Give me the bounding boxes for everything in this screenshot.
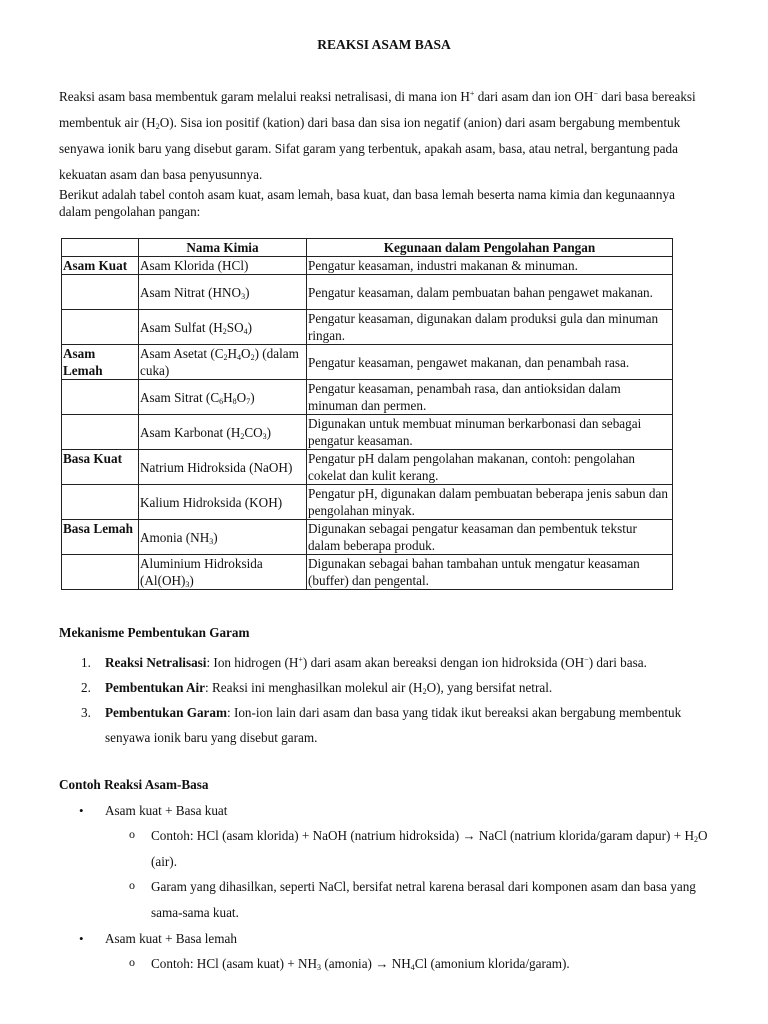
table-row [62, 555, 673, 590]
usage-cell: Pengatur keasaman, industri makanan & minuman. [307, 257, 673, 275]
example-sub-item: o Garam yang dihasilkan, seperti NaCl, bersifat netral karena berasal dari komponen asam dan basa yang sama-sama kuat. [59, 874, 709, 925]
example-group [59, 926, 709, 977]
category-cell [62, 485, 139, 520]
header-chemical-name: Nama Kimia [139, 239, 307, 257]
header-category [62, 239, 139, 257]
chemical-name-cell: Asam Sitrat $(C_6H_8O_7)$ [139, 380, 307, 415]
table-row [62, 380, 673, 415]
chemical-name-cell: Asam Karbonat $(H_2CO_3)$ [139, 415, 307, 450]
mechanism-list [59, 650, 704, 750]
table-row [62, 275, 673, 310]
chemical-name-cell: Natrium Hidroksida (NaOH) [139, 450, 307, 485]
example-sub-item: o Contoh: HCl (asam klorida) + NaOH (natrium hidroksida) → NaCl (natrium klorida/garam dapur) + $H_2O$ (air). [59, 823, 709, 874]
usage-cell: Pengatur keasaman, dalam pembuatan bahan pengawet makanan. [307, 275, 673, 310]
example-sub-item: o Contoh: HCl (asam kuat) + $NH_3$ (amonia) → $NH_4Cl$ (amonium klorida/garam). [59, 951, 709, 977]
usage-cell: Digunakan sebagai pengatur keasaman dan pembentuk tekstur dalam beberapa produk. [307, 520, 673, 555]
category-cell [62, 275, 139, 310]
category-cell: Basa Kuat [62, 450, 139, 485]
table-row [62, 415, 673, 450]
chemical-name-cell: Asam Sulfat $(H_2SO_4)$ [139, 310, 307, 345]
usage-cell: Pengatur pH, digunakan dalam pembuatan beberapa jenis sabun dan pengolahan minyak. [307, 485, 673, 520]
mechanism-item: 3. Pembentukan Garam: Ion-ion lain dari asam dan basa yang tidak ikut bereaksi akan bergabung membentuk senyawa ionik baru yang disebut garam. [59, 700, 704, 750]
usage-cell: Digunakan sebagai bahan tambahan untuk mengatur keasaman (buffer) dan pengental. [307, 555, 673, 590]
table-row [62, 485, 673, 520]
bullet-icon: • [79, 803, 84, 818]
list-number: 1. [81, 655, 91, 670]
usage-cell: Pengatur keasaman, pengawet makanan, dan penambah rasa. [307, 345, 673, 380]
table-row [62, 520, 673, 555]
chemical-name-cell: Asam Asetat $(C_2H_4O_2)$ (dalam cuka) [139, 345, 307, 380]
mechanism-item-label: Pembentukan Garam [105, 705, 227, 720]
mechanism-item-label: Reaksi Netralisasi [105, 655, 207, 670]
list-number: 3. [81, 705, 91, 720]
table-row [62, 345, 673, 380]
category-cell [62, 555, 139, 590]
mechanism-heading: Mekanisme Pembentukan Garam [59, 625, 250, 640]
chemical-name-cell: Kalium Hidroksida (KOH) [139, 485, 307, 520]
table-intro-paragraph: Berikut adalah tabel contoh asam kuat, asam lemah, basa kuat, dan basa lemah beserta nama kimia dan kegunaannya dalam pengolahan pangan: [59, 187, 675, 219]
example-bullet-item [59, 798, 709, 823]
circle-bullet-icon: o [129, 878, 135, 892]
chemical-name-cell: Asam Nitrat $(HNO_3)$ [139, 275, 307, 310]
table-row [62, 257, 673, 275]
examples-heading: Contoh Reaksi Asam-Basa [59, 777, 209, 792]
intro-paragraph: Reaksi asam basa membentuk garam melalui reaksi netralisasi, di mana ion H+ dari asam dan ion OH− dari basa bereaksi membentuk air $(H_2O)$. Sisa ion positif (kation) dari basa dan sisa ion negatif (anion) dari asam bergabung membentuk senyawa ionik baru yang disebut garam. Sifat garam yang terbentuk, apakah asam, basa, atau netral, bergantung pada kekuatan asam dan basa penyusunnya. [59, 89, 696, 182]
circle-bullet-icon: o [129, 955, 135, 969]
acid-base-table [61, 238, 673, 590]
category-cell [62, 380, 139, 415]
usage-cell: Pengatur keasaman, penambah rasa, dan antioksidan dalam minuman dan permen. [307, 380, 673, 415]
table-row [62, 310, 673, 345]
circle-bullet-icon: o [129, 827, 135, 841]
mechanism-item: 1. Reaksi Netralisasi: Ion hidrogen (H+) dari asam akan bereaksi dengan ion hidroksida (OH−) dari basa. [59, 650, 704, 675]
category-cell: Asam Kuat [62, 257, 139, 275]
category-cell [62, 415, 139, 450]
usage-cell: Pengatur keasaman, digunakan dalam produksi gula dan minuman ringan. [307, 310, 673, 345]
category-cell: Basa Lemah [62, 520, 139, 555]
example-bullet-item [59, 926, 709, 951]
bullet-icon: • [79, 931, 84, 946]
chemical-name-cell: Amonia $(NH_3)$ [139, 520, 307, 555]
example-group-label: Asam kuat + Basa kuat [105, 803, 228, 818]
chemical-name-cell: Asam Klorida (HCl) [139, 257, 307, 275]
mechanism-item: 2. Pembentukan Air: Reaksi ini menghasilkan molekul air $(H_2O)$, yang bersifat netral. [59, 675, 704, 700]
chemical-name-cell: Aluminium Hidroksida $(Al(OH)_3)$ [139, 555, 307, 590]
table-row [62, 450, 673, 485]
header-usage: Kegunaan dalam Pengolahan Pangan [307, 239, 673, 257]
usage-cell: Pengatur pH dalam pengolahan makanan, contoh: pengolahan cokelat dan kulit kerang. [307, 450, 673, 485]
example-group-label: Asam kuat + Basa lemah [105, 931, 237, 946]
list-number: 2. [81, 680, 91, 695]
category-cell: Asam Lemah [62, 345, 139, 380]
mechanism-item-label: Pembentukan Air [105, 680, 206, 695]
category-cell [62, 310, 139, 345]
table-header-row [62, 239, 673, 257]
example-group [59, 798, 709, 925]
usage-cell: Digunakan untuk membuat minuman berkarbonasi dan sebagai pengatur keasaman. [307, 415, 673, 450]
document-title: REAKSI ASAM BASA [317, 37, 451, 52]
